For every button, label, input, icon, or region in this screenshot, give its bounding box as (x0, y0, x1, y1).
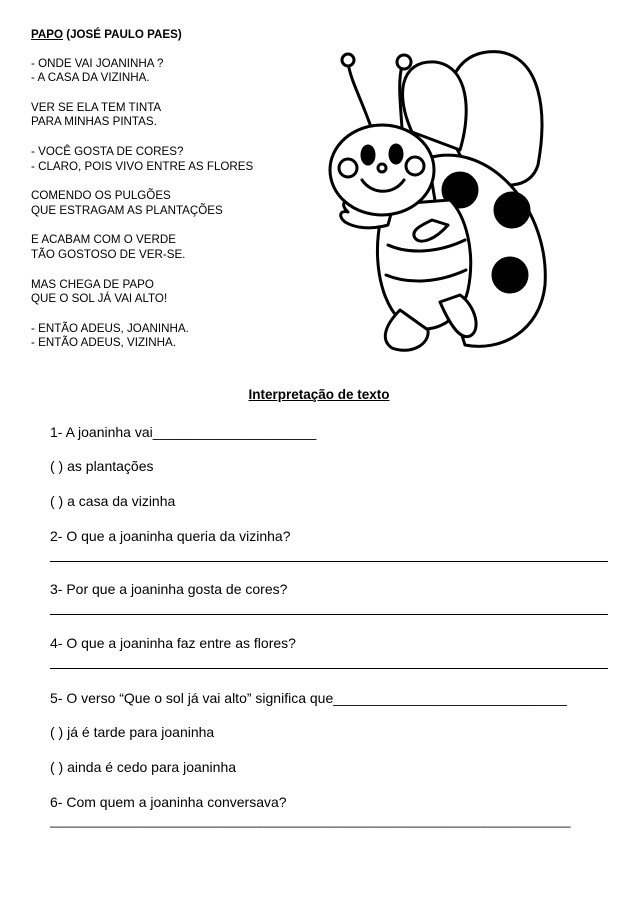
ladybug-icon (300, 40, 570, 360)
poem-line: - ENTÃO ADEUS, VIZINHA. (31, 336, 176, 350)
question-5-option-1[interactable]: ( ) já é tarde para joaninha (50, 724, 215, 740)
answer-line[interactable] (50, 561, 608, 562)
poem-line: - VOCÊ GOSTA DE CORES? (31, 144, 184, 158)
question-1-option-1[interactable]: ( ) as plantações (50, 458, 154, 474)
stanza (31, 322, 331, 351)
eye (390, 145, 402, 163)
poem (31, 28, 331, 366)
poem-line: QUE ESTRAGAM AS PLANTAÇÕES (31, 203, 223, 217)
question-4: 4- O que a joaninha faz entre as flores? (50, 635, 296, 651)
answer-line[interactable] (50, 614, 608, 615)
question-5-option-2[interactable]: ( ) ainda é cedo para joaninha (50, 759, 237, 775)
eye (362, 146, 374, 164)
antenna-tip (397, 55, 411, 69)
poem-line: QUE O SOL JÁ VAI ALTO! (31, 292, 168, 306)
poem-author: (JOSÉ PAULO PAES) (63, 28, 182, 41)
poem-line: MAS CHEGA DE PAPO (31, 277, 154, 291)
nose (378, 164, 386, 172)
stanza (31, 189, 331, 218)
spot (495, 193, 529, 227)
stanza (31, 145, 331, 174)
question-1-option-2[interactable]: ( ) a casa da vizinha (50, 493, 176, 509)
poem-line: VER SE ELA TEM TINTA (31, 100, 162, 114)
question-3: 3- Por que a joaninha gosta de cores? (50, 581, 288, 597)
poem-line: PARA MINHAS PINTAS. (31, 115, 157, 129)
poem-line: COMENDO OS PULGÕES (31, 189, 171, 203)
stanza (31, 233, 331, 262)
stanza (31, 278, 331, 307)
question-1: 1- A joaninha vai_____________________ (50, 424, 317, 440)
question-2: 2- O que a joaninha queria da vizinha? (50, 528, 291, 544)
stanza (31, 57, 331, 86)
question-5: 5- O verso “Que o sol já vai alto” significa que______________________________ (50, 690, 567, 706)
question-6: 6- Com quem a joaninha conversava? (50, 794, 287, 810)
poem-line: TÃO GOSTOSO DE VER-SE. (31, 247, 186, 261)
section-title: Interpretação de texto (248, 387, 390, 402)
poem-title (31, 28, 331, 43)
spot (493, 258, 527, 292)
answer-line[interactable] (50, 668, 608, 669)
stanza (31, 101, 331, 130)
poem-line: - CLARO, POIS VIVO ENTRE AS FLORES (31, 159, 254, 173)
antenna (348, 62, 372, 130)
poem-line: E ACABAM COM O VERDE (31, 233, 176, 247)
cheek (339, 159, 357, 177)
poem-line: - ONDE VAI JOANINHA ? (31, 56, 164, 70)
poem-title-main: PAPO (31, 28, 63, 41)
poem-line: - A CASA DA VIZINHA. (31, 71, 150, 85)
antenna-tip (342, 54, 354, 66)
question-6-answer-line[interactable]: ________________________________________________________________________ (50, 813, 571, 828)
poem-line: - ENTÃO ADEUS, JOANINHA. (31, 321, 189, 335)
cheek (406, 157, 424, 175)
